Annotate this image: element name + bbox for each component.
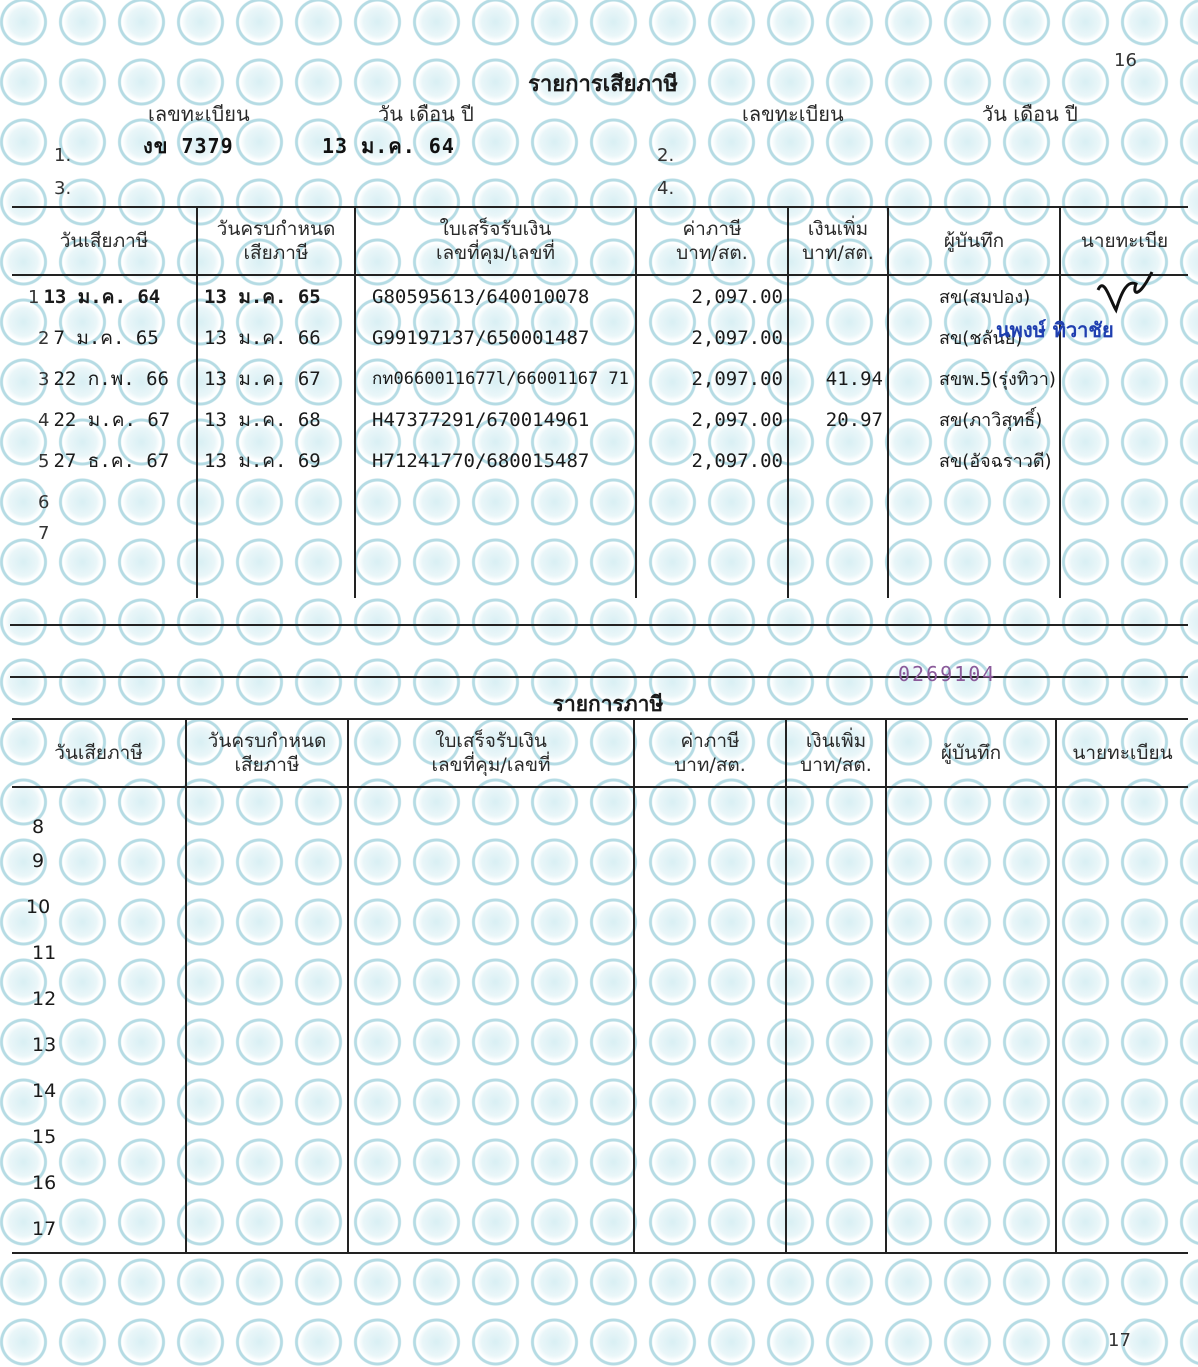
section-title: รายการภาษี [552,692,664,716]
cell-due-date [186,884,348,930]
pay-date-value: 22 ม.ค. 67 [53,408,171,431]
row-number: 12 [12,976,186,1022]
cell-surcharge [786,930,886,976]
cell-pay-date [12,440,197,481]
header-surcharge-line1: เงินเพิ่ม [807,218,869,240]
table-row [12,399,1188,440]
header-receipt-line1: ใบเสร็จรับเงิน [435,730,547,752]
header-tax-line2: บาท/สต. [676,242,748,264]
cell-recorder [886,1206,1056,1253]
row-number: 10 [12,884,186,930]
cell-tax [634,1160,786,1206]
table-row [12,1160,1188,1206]
cell-surcharge [786,787,886,838]
table-row [12,838,1188,884]
table-header-row [12,719,1188,787]
header-due-date [197,207,355,275]
cell-due-date [186,1114,348,1160]
cell-recorder [886,884,1056,930]
header-receipt [355,207,636,275]
cell-registrar [1056,1160,1188,1206]
header-receipt-line1: ใบเสร็จรับเงิน [439,218,552,240]
cell-registrar [1060,481,1188,522]
date-value-1: 13 ม.ค. 64 [322,134,455,158]
cell-surcharge [786,884,886,930]
table-row [12,522,1188,598]
header-pay-date: วันเสียภาษี [12,207,197,275]
cell-due-date [186,787,348,838]
cell-receipt [348,787,634,838]
cell-pay-date [12,522,197,598]
header-receipt-line2: เลขที่คุม/เลขที่ [431,754,551,776]
header-recorder: ผู้บันทึก [886,719,1056,787]
table-row [12,930,1188,976]
header-tax-line1: ค่าภาษี [680,730,740,752]
cell-tax [634,976,786,1022]
table-row [12,440,1188,481]
header-recorder: ผู้บันทึก [888,207,1060,275]
table-row [12,1022,1188,1068]
slot-4: 4. [657,178,675,199]
cell-tax [636,522,788,598]
cell-tax [634,1022,786,1068]
cell-registrar [1060,399,1188,440]
cell-due-date [186,1160,348,1206]
cell-recorder: สข(สมปอง) [888,275,1060,317]
tax-list-table [12,718,1188,1254]
header-pay-date: วันเสียภาษี [12,719,186,787]
cell-recorder [886,1022,1056,1068]
cell-due-date [186,976,348,1022]
cell-receipt [348,884,634,930]
row-number: 5 [38,450,50,472]
header-surcharge-line2: บาท/สต. [800,754,872,776]
signature-icon [1092,270,1156,318]
cell-recorder [886,838,1056,884]
registration-value-1: งข 7379 [143,134,234,158]
cell-receipt [355,481,636,522]
registration-label-2: เลขทะเบียน [742,102,844,126]
cell-surcharge [788,317,888,358]
cell-recorder [886,1114,1056,1160]
cell-tax [634,787,786,838]
header-tax-line2: บาท/สต. [674,754,746,776]
row-number: 2 [38,327,50,349]
header-receipt-line2: เลขที่คุม/เลขที่ [436,242,555,264]
header-registrar: นายทะเบีย [1060,207,1188,275]
cell-receipt [348,1114,634,1160]
cell-receipt: G80595613/640010078 [355,275,636,317]
cell-receipt: H47377291/670014961 [355,399,636,440]
header-tax [634,719,786,787]
table-row [12,358,1188,399]
cell-tax: 2,097.00 [636,275,788,317]
cell-due-date [186,1206,348,1253]
cell-receipt [348,838,634,884]
header-registrar: นายทะเบียน [1056,719,1188,787]
cell-registrar [1056,787,1188,838]
row-number: 8 [12,787,186,838]
cell-tax [634,838,786,884]
cell-tax: 2,097.00 [636,399,788,440]
cell-surcharge [786,1160,886,1206]
cell-recorder [888,522,1060,598]
cell-recorder: สขพ.5(รุ่งทิวา) [888,358,1060,399]
cell-due-date: 13 ม.ค. 67 [197,358,355,399]
row-number: 7 [38,523,50,544]
table-row [12,275,1188,317]
registration-label-1: เลขทะเบียน [148,102,250,126]
cell-due-date: 13 ม.ค. 69 [197,440,355,481]
cell-recorder: สข(อัจฉราวดี) [888,440,1060,481]
table-row [12,787,1188,838]
row-number: 3 [38,368,50,390]
cell-due-date [186,1068,348,1114]
row-number: 11 [12,930,186,976]
cell-receipt [348,1068,634,1114]
pay-date-value: 22 ก.พ. 66 [53,367,169,390]
cell-surcharge [788,481,888,522]
cell-recorder: สข(ชลันย) [888,317,1060,358]
registrar-stamp: นพงษ์ ทิวาชัย [996,318,1114,342]
date-label-1: วัน เดือน ปี [378,102,474,126]
cell-tax [634,1114,786,1160]
slot-3: 3. [54,178,72,199]
cell-recorder [886,930,1056,976]
pay-date-value: 13 ม.ค. 64 [43,285,161,308]
cell-pay-date [12,399,197,440]
cell-recorder [886,1068,1056,1114]
header-tax-line1: ค่าภาษี [682,218,742,240]
row-number: 15 [12,1114,186,1160]
cell-receipt [348,930,634,976]
page-title: รายการเสียภาษี [528,72,678,97]
header-due-date-line1: วันครบกำหนด [207,730,327,752]
pay-date-value: 7 ม.ค. 65 [53,326,159,349]
cell-pay-date [12,358,197,399]
header-surcharge [788,207,888,275]
cell-receipt [348,1022,634,1068]
section-divider-bottom [10,676,1188,678]
slot-1: 1. [54,145,72,166]
page-number-top: 16 [1114,50,1137,71]
row-number: 9 [12,838,186,884]
cell-receipt: G99197137/650001487 [355,317,636,358]
header-due-date-line2: เสียภาษี [234,754,300,776]
cell-due-date [186,930,348,976]
pay-date-value: 27 ธ.ค. 67 [53,449,170,472]
cell-due-date: 13 ม.ค. 68 [197,399,355,440]
table-row [12,884,1188,930]
header-surcharge-line1: เงินเพิ่ม [805,730,867,752]
row-number: 17 [12,1206,186,1253]
cell-receipt [348,976,634,1022]
table-row [12,1114,1188,1160]
cell-surcharge [788,440,888,481]
cell-pay-date [12,275,197,317]
header-due-date-line2: เสียภาษี [243,242,309,264]
cell-due-date: 13 ม.ค. 65 [197,275,355,317]
cell-tax [636,481,788,522]
date-label-2: วัน เดือน ปี [982,102,1078,126]
cell-receipt [348,1206,634,1253]
table-header-row [12,207,1188,275]
cell-surcharge [786,838,886,884]
cell-registrar [1056,1114,1188,1160]
page-number-bottom: 17 [1108,1330,1131,1351]
cell-registrar [1056,884,1188,930]
cell-receipt [355,522,636,598]
tax-payment-table [12,206,1188,598]
cell-registrar [1056,976,1188,1022]
table-row [12,1068,1188,1114]
cell-tax: 2,097.00 [636,358,788,399]
row-number: 6 [38,491,50,513]
cell-recorder [886,976,1056,1022]
cell-registrar [1056,1068,1188,1114]
cell-recorder: สข(ภาวิสุทธิ์) [888,399,1060,440]
cell-due-date [186,1022,348,1068]
header-surcharge [786,719,886,787]
cell-receipt: กท0660011677l/66001167 71 [355,358,636,399]
cell-due-date [197,481,355,522]
cell-tax [634,884,786,930]
cell-surcharge [786,1022,886,1068]
cell-surcharge [788,275,888,317]
cell-registrar [1056,930,1188,976]
table-row [12,976,1188,1022]
cell-receipt: H71241770/680015487 [355,440,636,481]
header-surcharge-line2: บาท/สต. [802,242,874,264]
cell-surcharge [788,522,888,598]
cell-recorder [886,787,1056,838]
cell-recorder [888,481,1060,522]
cell-pay-date [12,481,197,522]
cell-receipt [348,1160,634,1206]
row-number: 4 [38,409,50,431]
cell-registrar [1060,358,1188,399]
header-due-date [186,719,348,787]
cell-due-date [197,522,355,598]
cell-tax [634,1068,786,1114]
serial-number: 0269104 [898,662,997,686]
slot-2: 2. [657,145,675,166]
cell-tax [634,930,786,976]
cell-surcharge [786,1068,886,1114]
cell-registrar [1056,1022,1188,1068]
cell-registrar [1056,1206,1188,1253]
cell-surcharge [786,1206,886,1253]
header-due-date-line1: วันครบกำหนด [216,218,336,240]
section-divider-top [10,624,1188,626]
cell-surcharge: 41.94 [788,358,888,399]
row-number: 14 [12,1068,186,1114]
cell-recorder [886,1160,1056,1206]
cell-tax [634,1206,786,1253]
row-number: 13 [12,1022,186,1068]
header-receipt [348,719,634,787]
cell-pay-date [12,317,197,358]
cell-surcharge [786,976,886,1022]
cell-registrar [1056,838,1188,884]
header-tax [636,207,788,275]
table-row [12,481,1188,522]
row-number: 1 [28,286,40,308]
cell-registrar [1060,440,1188,481]
cell-tax: 2,097.00 [636,440,788,481]
cell-registrar [1060,522,1188,598]
cell-due-date: 13 ม.ค. 66 [197,317,355,358]
cell-due-date [186,838,348,884]
table-row [12,1206,1188,1253]
cell-surcharge [786,1114,886,1160]
cell-tax: 2,097.00 [636,317,788,358]
row-number: 16 [12,1160,186,1206]
cell-surcharge: 20.97 [788,399,888,440]
